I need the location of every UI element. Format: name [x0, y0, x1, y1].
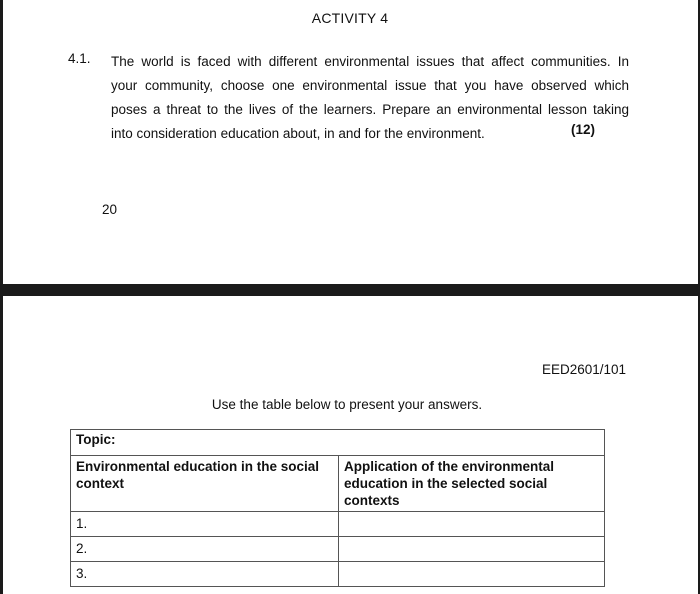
question-line: The world is faced with different environmental issues that affect communities. In [111, 54, 629, 69]
question-number: 4.1. [68, 51, 91, 66]
answer-table [70, 429, 605, 587]
table-row [71, 512, 605, 537]
row-cell-left[interactable]: 2. [71, 537, 339, 562]
row-cell-right[interactable] [339, 562, 605, 587]
row-cell-right[interactable] [339, 512, 605, 537]
row-cell-right[interactable] [339, 537, 605, 562]
table-instruction: Use the table below to present your answers. [211, 397, 483, 412]
page-number: 20 [102, 202, 118, 217]
table-row [71, 562, 605, 587]
question-line: poses a threat to the lives of the learners. Prepare an environmental lesson taking [111, 102, 629, 117]
question-text [111, 50, 629, 146]
page-break [0, 284, 700, 296]
row-cell-left[interactable]: 3. [71, 562, 339, 587]
question-line: into consideration education about, in and for the environment. [111, 126, 485, 141]
column-header-application: Application of the environmental education in the selected social contexts [339, 456, 605, 512]
table-topic-row [71, 430, 605, 456]
table-row [71, 537, 605, 562]
question-marks: (12) [571, 122, 596, 137]
activity-title: ACTIVITY 4 [311, 10, 389, 26]
topic-cell[interactable]: Topic: [71, 430, 605, 456]
table-header-row [71, 456, 605, 512]
row-cell-left[interactable]: 1. [71, 512, 339, 537]
column-header-social-context: Environmental education in the social context [71, 456, 339, 512]
page-left-border [0, 0, 3, 594]
question-line: your community, choose one environmental issue that you have observed which [111, 78, 629, 93]
course-code: EED2601/101 [542, 362, 627, 377]
